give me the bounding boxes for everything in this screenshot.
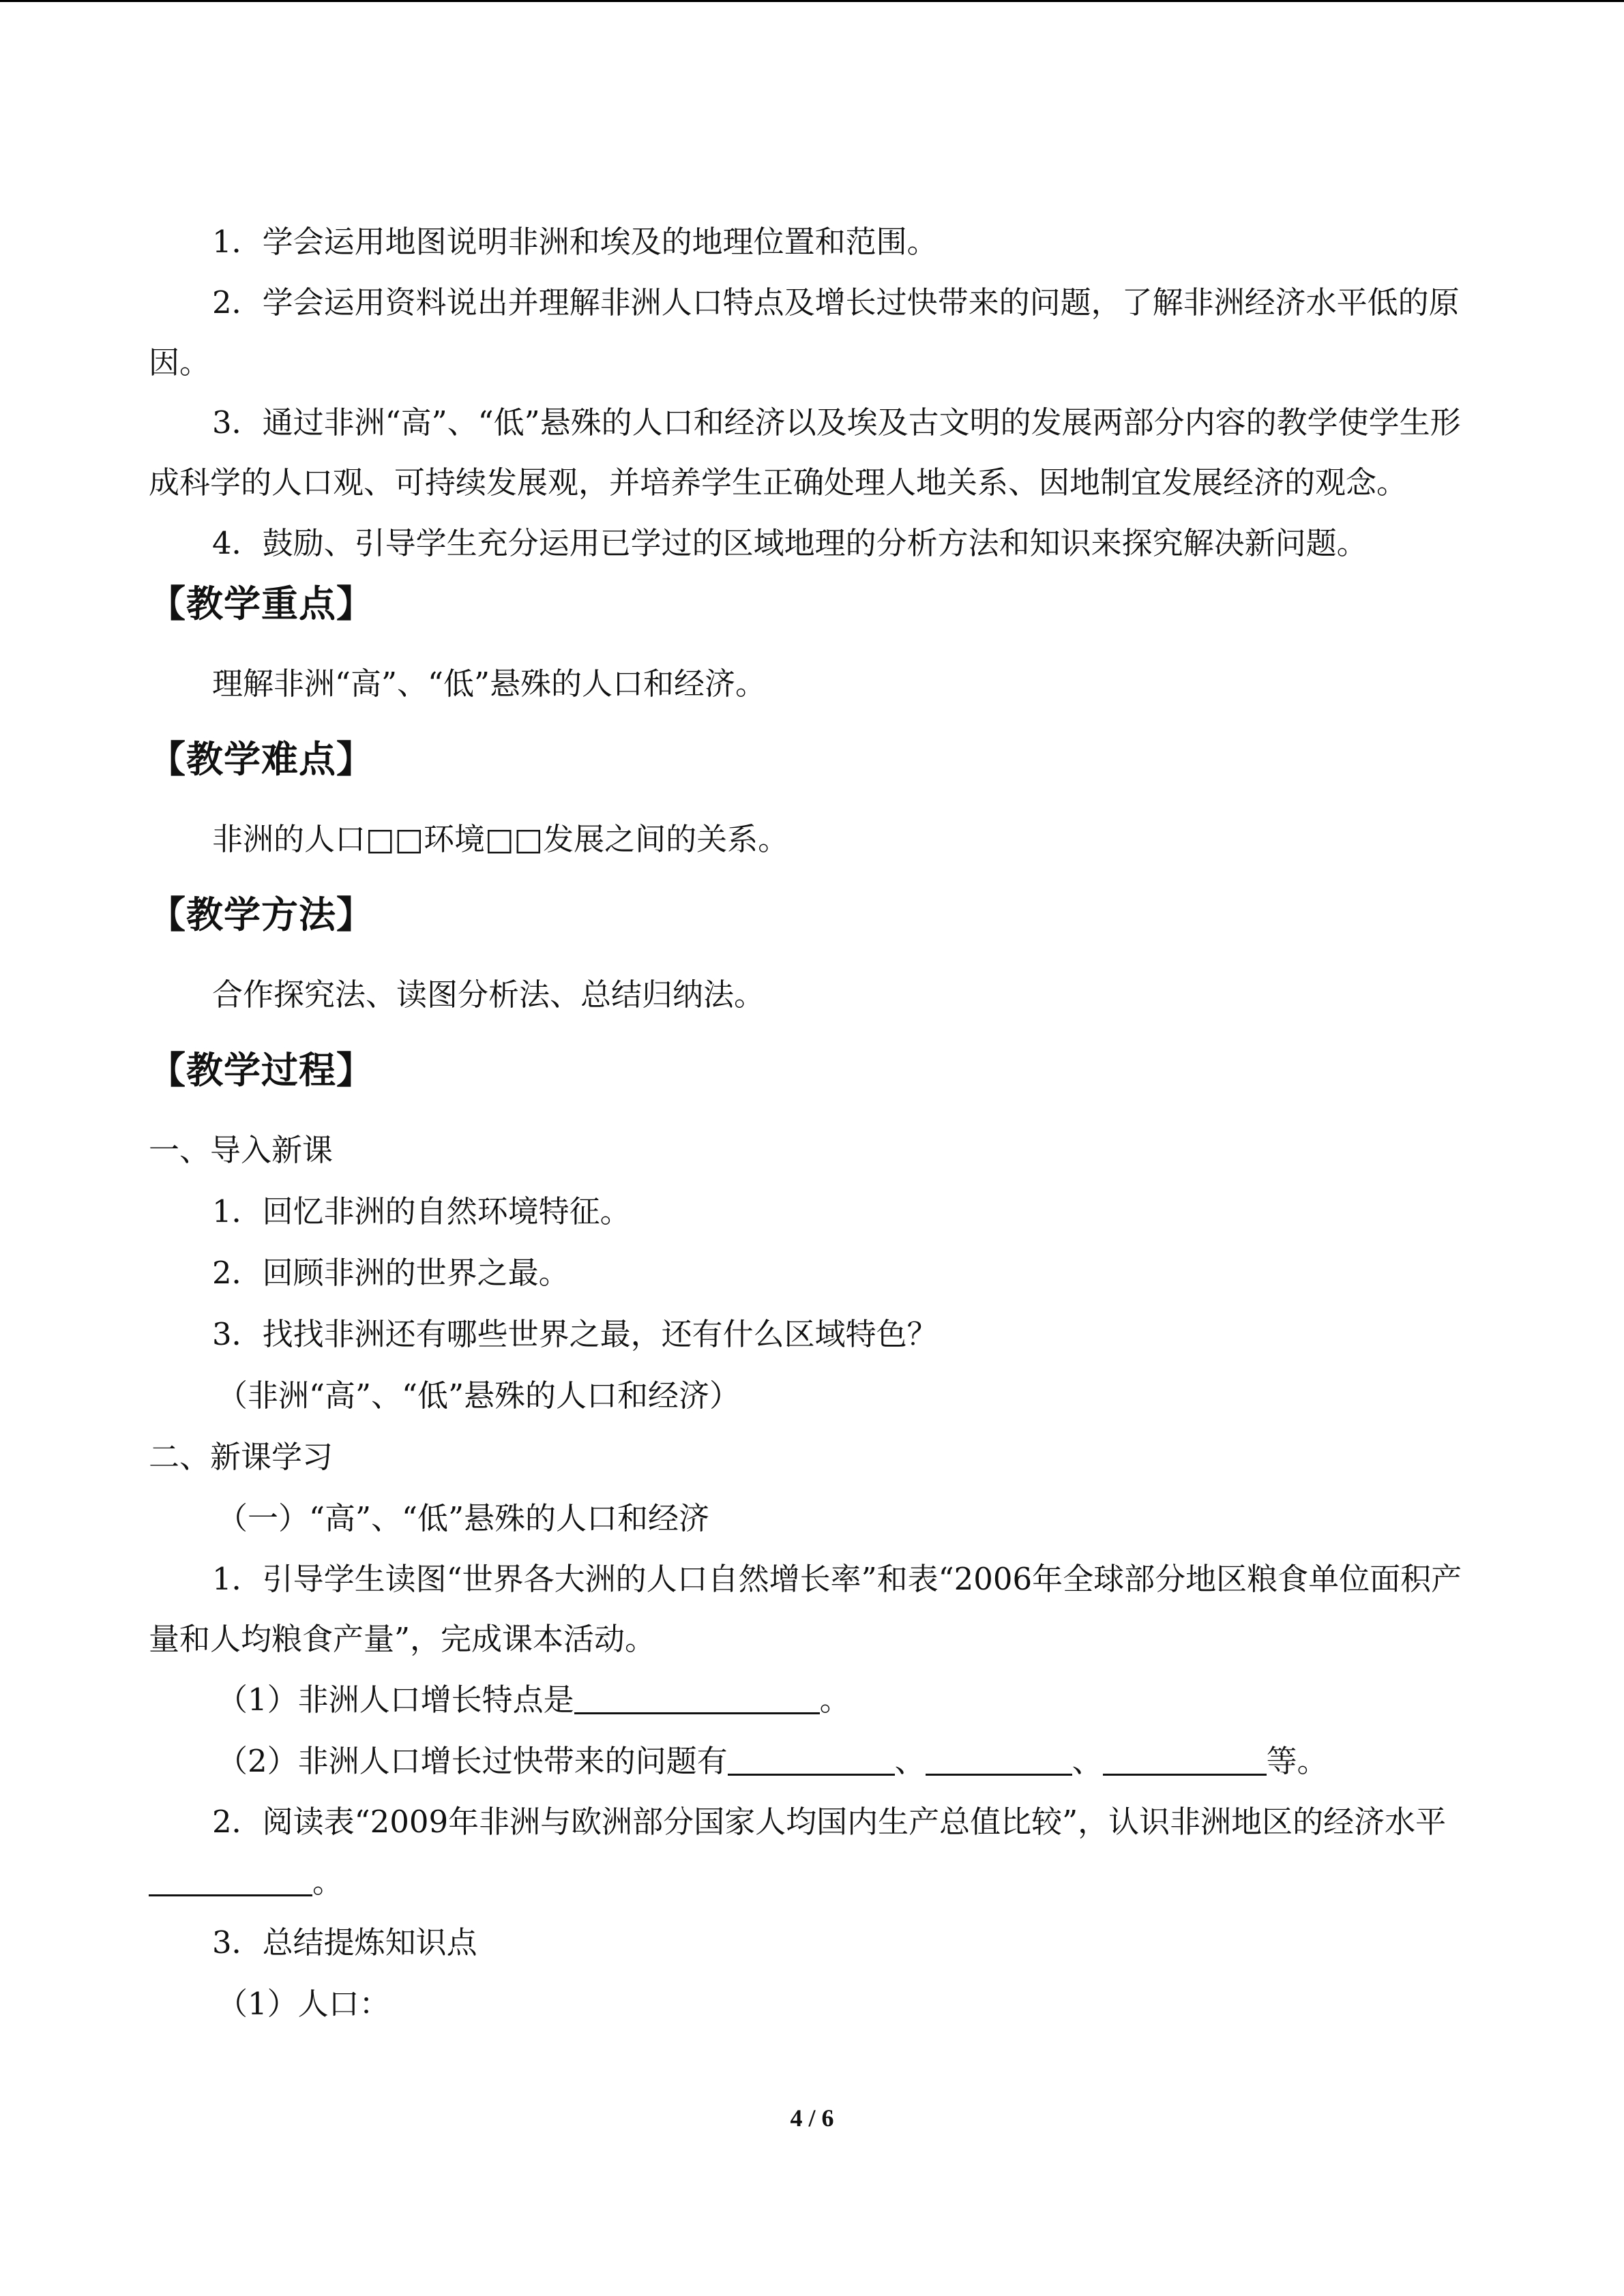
part2-item-2 xyxy=(149,1792,1475,1912)
item-2-text: 2．阅读表“2009年非洲与欧洲部分国家人均国内生产总值比较”，认识非洲地区的经济水平 xyxy=(212,1804,1447,1840)
answer-blank-2[interactable] xyxy=(728,1742,895,1776)
part1-item-2: 2．回顾非洲的世界之最。 xyxy=(212,1255,570,1291)
objective-2: 2．学会运用资料说出并理解非洲人口特点及增长过快带来的问题，了解非洲经济水平低的原因。 xyxy=(149,284,1460,381)
part1-item-3: 3．找找非洲还有哪些世界之最，还有什么区域特色？ xyxy=(212,1316,938,1352)
part2-subtitle: （一）“高”、“低”悬殊的人口和经济 xyxy=(217,1500,710,1536)
answer-blank-5[interactable] xyxy=(149,1863,312,1896)
difficulties-text: 非洲的人口□□环境□□发展之间的关系。 xyxy=(212,821,789,857)
objective-1: 1．学会运用地图说明非洲和埃及的地理位置和范围。 xyxy=(212,224,938,260)
answer-blank-4[interactable] xyxy=(1103,1742,1267,1776)
separator-2: 、 xyxy=(1072,1743,1103,1779)
part2-item-3-sub-1: （1）人口： xyxy=(217,1986,390,2022)
objective-4: 4．鼓励、引导学生充分运用已学过的区域地理的分析方法和知识来探究解决新问题。 xyxy=(212,525,1368,561)
part2-item-3: 3．总结提炼知识点 xyxy=(212,1924,477,1960)
question-1-end: 。 xyxy=(819,1682,851,1718)
separator-1: 、 xyxy=(894,1743,926,1779)
key-points-heading: 【教学重点】 xyxy=(149,582,374,625)
page-number: 4 / 6 xyxy=(790,2104,834,2132)
item-2-end: 。 xyxy=(312,1864,344,1900)
methods-heading: 【教学方法】 xyxy=(149,893,374,936)
answer-blank-1[interactable] xyxy=(574,1681,820,1714)
question-2 xyxy=(149,1731,1475,1792)
document-body xyxy=(149,211,1475,2035)
answer-blank-3[interactable] xyxy=(926,1742,1072,1776)
part1-title: 一、导入新课 xyxy=(149,1132,334,1168)
top-border-rule xyxy=(0,0,1624,2)
part1-answer: （非洲“高”、“低”悬殊的人口和经济） xyxy=(217,1377,741,1414)
question-2-end: 等。 xyxy=(1266,1743,1328,1779)
difficulties-heading: 【教学难点】 xyxy=(149,738,374,781)
methods-text: 合作探究法、读图分析法、总结归纳法。 xyxy=(212,976,765,1013)
question-2-text: （2）非洲人口增长过快带来的问题有 xyxy=(217,1743,728,1779)
part2-title: 二、新课学习 xyxy=(149,1439,334,1475)
part1-item-1: 1．回忆非洲的自然环境特征。 xyxy=(212,1193,631,1229)
process-heading: 【教学过程】 xyxy=(149,1049,374,1092)
question-1 xyxy=(149,1669,1475,1731)
objective-3: 3．通过非洲“高”、“低”悬殊的人口和经济以及埃及古文明的发展两部分内容的教学使学生形成科学的人口观、可持续发展观，并培养学生正确处理人地关系、因地制宜发展经济的观念。 xyxy=(149,404,1461,501)
part2-item-1: 1．引导学生读图“世界各大洲的人口自然增长率”和表“2006年全球部分地区粮食单位面积产量和人均粮食产量”，完成课本活动。 xyxy=(149,1561,1462,1657)
key-points-text: 理解非洲“高”、“低”悬殊的人口和经济。 xyxy=(212,666,767,702)
question-1-text: （1）非洲人口增长特点是 xyxy=(217,1682,574,1718)
